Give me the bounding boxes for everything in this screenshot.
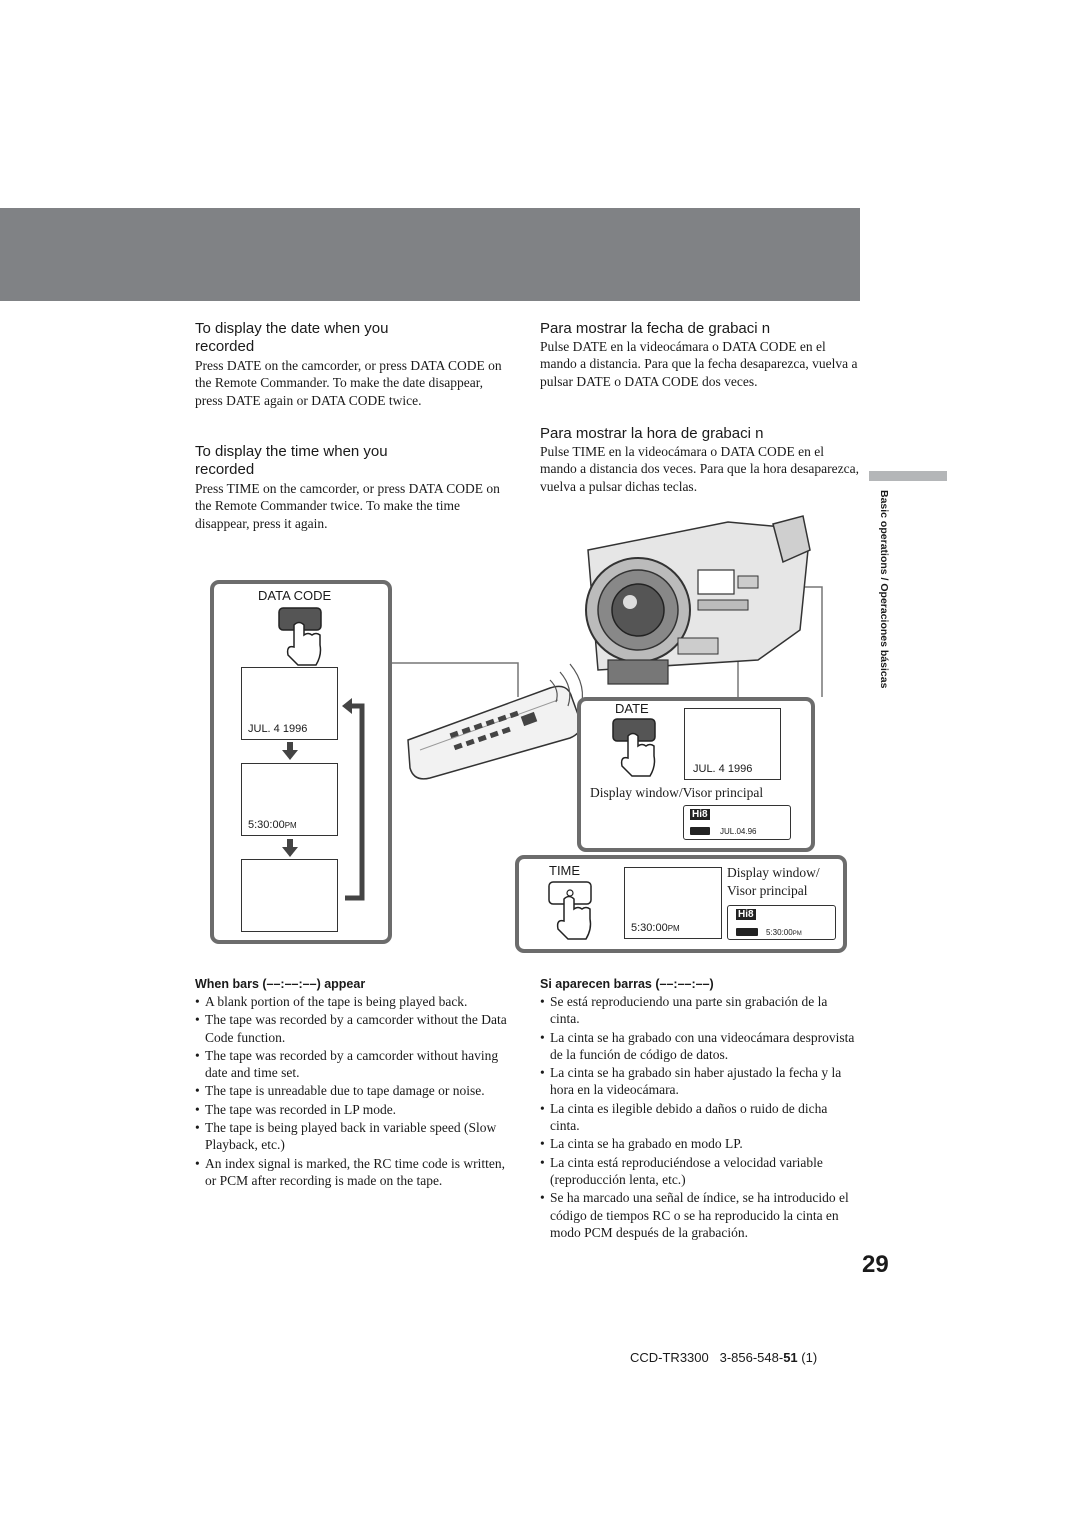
heading-time-es: Para mostrar la hora de grabaci n	[540, 425, 764, 442]
heading-time-en: To display the time when you recorded	[195, 443, 388, 478]
list-item: • The tape was recorded by a camcorder without having date and time set.	[195, 1047, 513, 1082]
time-screen	[624, 867, 722, 939]
battery-icon	[690, 827, 710, 835]
body-date-es: Pulse DATE en la videocámara o DATA CODE en el mando a distancia. Para que la fecha desaparezca, vuelva a pulsar DATE o DATA CODE dos veces.	[540, 339, 858, 389]
list-item: • The tape is being played back in variable speed (Slow Playback, etc.)	[195, 1119, 513, 1154]
list-item: • Se ha marcado una señal de índice, se ha introducido el código de tiempos RC o se ha reproducido la cinta en modo PCM después de la grabación.	[540, 1189, 858, 1241]
sidebar-section-label: Basic operations / Operaciones básicas	[878, 490, 890, 689]
time-button-label: TIME	[549, 863, 581, 878]
list-item: • Se está reproduciendo una parte sin grabación de la cinta.	[540, 993, 858, 1028]
bars-heading-es: Si aparecen barras (––:––:––)	[540, 977, 714, 991]
time-display-caption: Display window/ Visor principal	[727, 865, 820, 898]
body-time-en: Press TIME on the camcorder, or press DATA CODE on the Remote Commander twice. To make the time disappear, press it again.	[195, 481, 500, 531]
finger-press-icon	[546, 879, 596, 941]
bars-heading-en: When bars (––:––:––) appear	[195, 977, 366, 991]
arrow-down-icon	[282, 839, 298, 857]
bars-list-en	[195, 993, 513, 1190]
section-tab-marker	[869, 471, 947, 481]
list-item: • An index signal is marked, the RC time code is written, or PCM after recording is made on the tape.	[195, 1155, 513, 1190]
finger-press-icon	[276, 605, 326, 667]
heading-date-es: Para mostrar la fecha de grabaci n	[540, 320, 771, 337]
page-number: 29	[862, 1251, 889, 1278]
data-code-label: DATA CODE	[258, 588, 332, 603]
display-window-caption: Display window/Visor principal	[590, 785, 764, 800]
body-date-en: Press DATE on the camcorder, or press DATA CODE on the Remote Commander. To make the date disappear, press DATE again or DATA CODE twice.	[195, 358, 502, 408]
screen-date	[241, 667, 338, 740]
time-screen-text: 5:30:00PM	[631, 922, 680, 934]
list-item: • La cinta se ha grabado sin haber ajustado la fecha y la hora en la videocámara.	[540, 1064, 858, 1099]
bars-list-es	[540, 993, 858, 1242]
camcorder-illustration	[578, 510, 813, 690]
list-item: • A blank portion of the tape is being played back.	[195, 993, 513, 1010]
screen-blank	[241, 859, 338, 932]
screen-time-text: 5:30:00PM	[248, 819, 297, 831]
display-window-lcd	[683, 805, 791, 840]
footer-model-code: CCD-TR3300 3-856-548-51 (1)	[630, 1350, 818, 1365]
list-item: • The tape was recorded in LP mode.	[195, 1101, 513, 1118]
heading-date-en: To display the date when you recorded	[195, 320, 389, 355]
finger-press-icon	[610, 716, 660, 778]
header-band	[0, 208, 860, 301]
lcd-time-text: 5:30:00PM	[766, 928, 802, 937]
hi8-badge: Hi8	[738, 909, 754, 920]
lcd-date-text: JUL.04.96	[720, 827, 757, 836]
remote-commander-illustration	[400, 660, 600, 780]
list-item: • The tape was recorded by a camcorder without the Data Code function.	[195, 1011, 513, 1046]
hi8-badge: Hi8	[692, 809, 708, 820]
screen-date-text: JUL. 4 1996	[248, 723, 308, 735]
list-item: • La cinta se ha grabado con una videocámara desprovista de la función de código de datos.	[540, 1029, 858, 1064]
battery-icon	[736, 928, 758, 936]
screen-time	[241, 763, 338, 836]
body-time-es: Pulse TIME en la videocámara o DATA CODE en el mando a distancia dos veces. Para que la hora desaparezca, vuelva a pulsar dichas teclas.	[540, 444, 859, 494]
time-display-lcd	[727, 905, 836, 940]
arrow-down-icon	[282, 742, 298, 760]
date-button-label: DATE	[615, 701, 649, 716]
list-item: • La cinta se ha grabado en modo LP.	[540, 1135, 858, 1152]
list-item: • The tape is unreadable due to tape damage or noise.	[195, 1082, 513, 1099]
list-item: • La cinta es ilegible debido a daños o ruido de dicha cinta.	[540, 1100, 858, 1135]
loop-back-arrow-icon	[340, 694, 372, 904]
list-item: • La cinta está reproduciéndose a velocidad variable (reproducción lenta, etc.)	[540, 1154, 858, 1189]
date-screen	[684, 708, 781, 780]
date-screen-text: JUL. 4 1996	[693, 763, 753, 775]
